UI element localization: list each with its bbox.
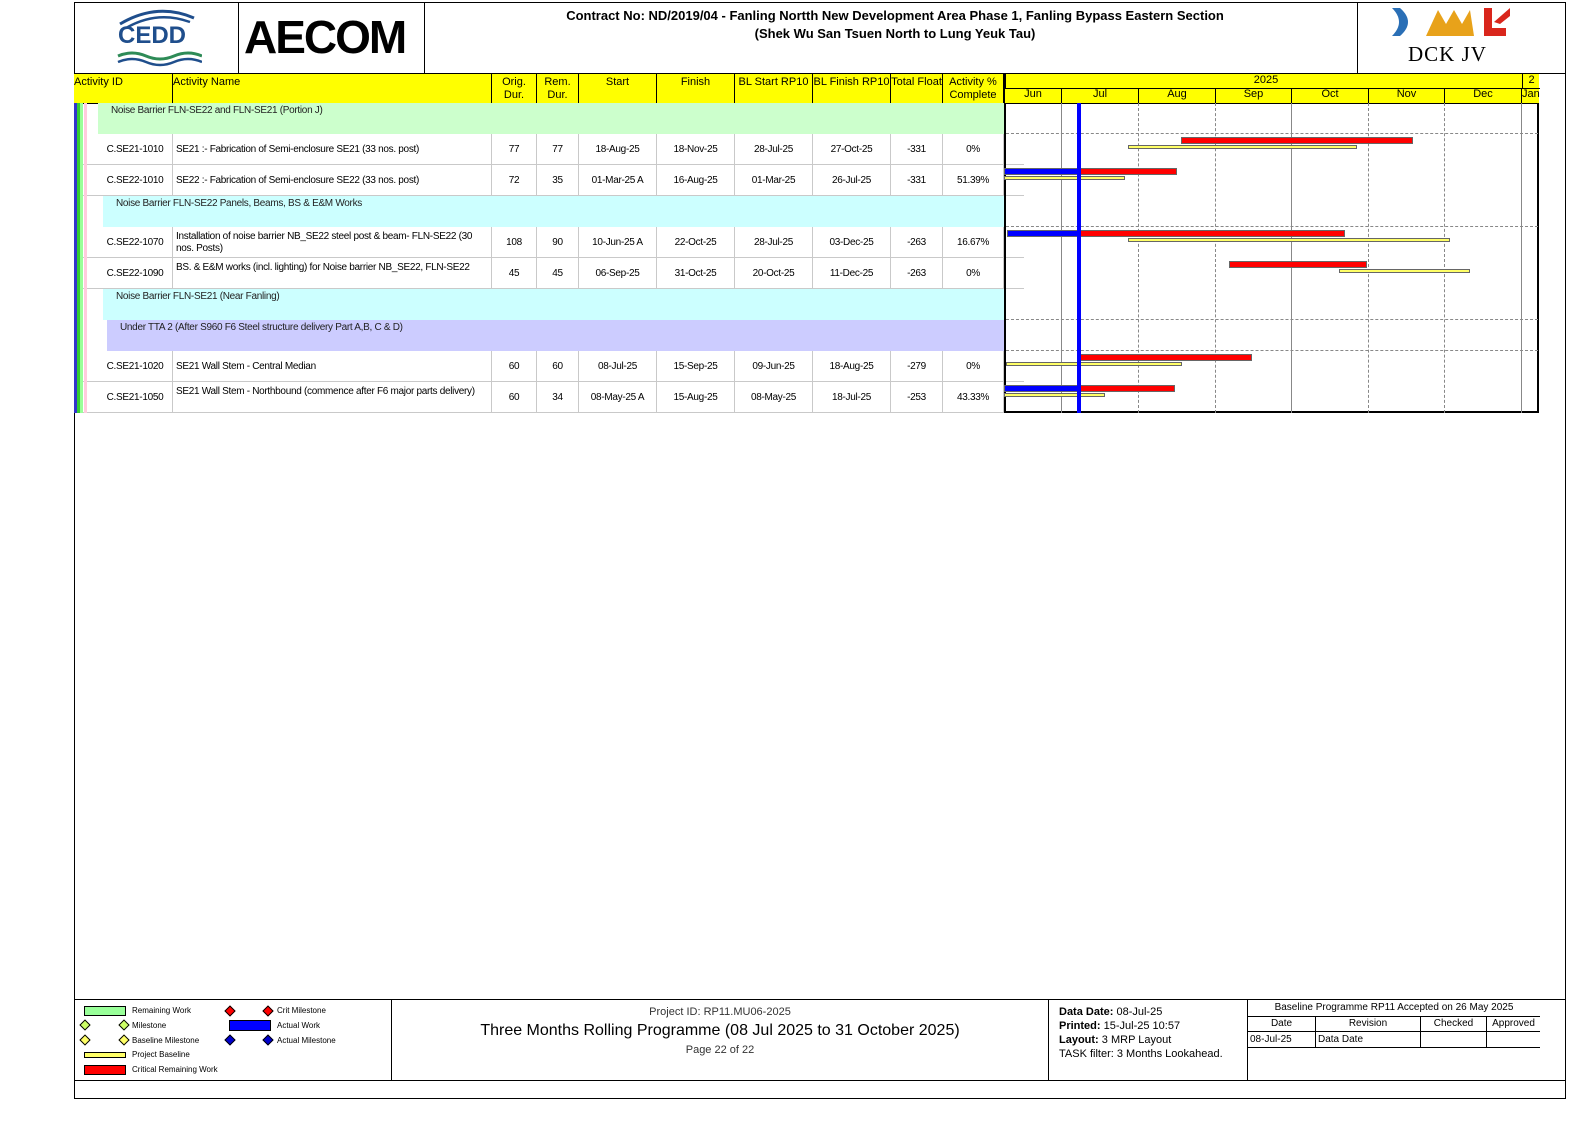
col-finish: Finish xyxy=(657,74,735,103)
legend-baseline-swatch xyxy=(84,1052,126,1058)
revision-line xyxy=(1248,1031,1540,1032)
cell-name: SE21 :- Fabrication of Semi-enclosure SE21 (33 nos. post) xyxy=(173,134,492,165)
legend-critical-swatch xyxy=(84,1065,126,1075)
activity-row xyxy=(74,165,1024,196)
revision-row-revision: Data Date xyxy=(1318,1034,1364,1045)
cell-id: C.SE21-1020 xyxy=(98,351,173,382)
cell-finish: 31-Oct-25 xyxy=(657,258,735,289)
legend-crit-milestone-label: Crit Milestone xyxy=(277,1006,326,1015)
cell-id: C.SE22-1090 xyxy=(98,258,173,289)
footer-title: Three Months Rolling Programme (08 Jul 2025 to 31 October 2025) xyxy=(480,1022,960,1039)
wbs-group-label: Under TTA 2 (After S960 F6 Steel structure delivery Part A,B, C & D) xyxy=(120,322,403,333)
col-start: Start xyxy=(579,74,657,103)
cell-bl-finish: 27-Oct-25 xyxy=(813,134,891,165)
col-orig-dur: Orig. Dur. xyxy=(492,74,537,103)
header-divider xyxy=(238,2,239,74)
cell-bl-start: 08-May-25 xyxy=(735,382,813,413)
outline-bar xyxy=(84,103,87,413)
cell-rem: 35 xyxy=(537,165,579,196)
cell-name: SE21 Wall Stem - Central Median xyxy=(173,351,492,382)
cell-name: SE21 Wall Stem - Northbound (commence after F6 major parts delivery) xyxy=(173,382,492,413)
legend-milestone-label: Milestone xyxy=(132,1021,167,1030)
contract-title: Contract No: ND/2019/04 - Fanling Nortth New Development Area Phase 1, Fanling Bypass Eastern Section xyxy=(566,8,1224,23)
baseline-bar xyxy=(1004,393,1105,397)
cell-id: C.SE22-1070 xyxy=(98,227,173,258)
cell-float: -263 xyxy=(891,258,943,289)
aecom-logo: AECOM xyxy=(244,11,406,63)
footer-divider xyxy=(1048,999,1049,1081)
legend-actual-label: Actual Work xyxy=(277,1021,320,1030)
gantt-group-divider xyxy=(1006,226,1538,227)
printed-label: Printed: xyxy=(1059,1020,1101,1032)
gantt-group-divider xyxy=(1006,133,1538,134)
dck-logo-icon xyxy=(1386,4,1516,40)
cell-pct: 51.39% xyxy=(943,165,1004,196)
cell-bl-start: 20-Oct-25 xyxy=(735,258,813,289)
col-total-float: Total Float xyxy=(891,74,943,103)
revision-line xyxy=(1248,1047,1540,1048)
activity-row xyxy=(74,134,1024,165)
month-oct: Oct xyxy=(1291,88,1368,103)
legend-remaining-swatch xyxy=(84,1006,126,1016)
timeline-year: 2025 xyxy=(1004,74,1526,89)
cell-bl-start: 01-Mar-25 xyxy=(735,165,813,196)
gantt-area xyxy=(1004,103,1539,413)
cedd-logo xyxy=(112,6,202,68)
cell-start: 08-Jul-25 xyxy=(579,351,657,382)
cell-pct: 43.33% xyxy=(943,382,1004,413)
cell-id: C.SE21-1050 xyxy=(98,382,173,413)
wbs-group-row xyxy=(74,320,1024,351)
cell-pct: 0% xyxy=(943,351,1004,382)
actual-work-bar xyxy=(1004,168,1079,175)
wbs-group-row xyxy=(74,103,1024,134)
activity-row xyxy=(74,351,1024,382)
cell-rem: 77 xyxy=(537,134,579,165)
dck-logo-text: DCK JV xyxy=(1408,42,1487,66)
footer-bottom-line xyxy=(74,1080,1566,1081)
cell-rem: 90 xyxy=(537,227,579,258)
timeline-next-year: 2 xyxy=(1522,74,1540,89)
revision-baseline-note: Baseline Programme RP11 Accepted on 26 May 2025 xyxy=(1274,1002,1514,1013)
cell-bl-start: 28-Jul-25 xyxy=(735,227,813,258)
cell-orig: 60 xyxy=(492,351,537,382)
cell-bl-start: 09-Jun-25 xyxy=(735,351,813,382)
cell-float: -279 xyxy=(891,351,943,382)
cell-finish: 15-Sep-25 xyxy=(657,351,735,382)
month-nov: Nov xyxy=(1368,88,1444,103)
cell-rem: 45 xyxy=(537,258,579,289)
cell-float: -331 xyxy=(891,134,943,165)
footer-layout xyxy=(1059,1034,1171,1046)
cell-bl-finish: 26-Jul-25 xyxy=(813,165,891,196)
cell-bl-start: 28-Jul-25 xyxy=(735,134,813,165)
footer-project-id: Project ID: RP11.MU06-2025 xyxy=(649,1006,791,1018)
data-date-line xyxy=(1077,103,1081,413)
gantt-gridline xyxy=(1368,103,1369,413)
footer-data-date xyxy=(1059,1006,1162,1018)
remaining-work-bar xyxy=(1079,168,1177,175)
baseline-bar xyxy=(1128,145,1357,149)
data-date-value: 08-Jul-25 xyxy=(1116,1006,1163,1018)
cell-start: 08-May-25 A xyxy=(579,382,657,413)
remaining-work-bar xyxy=(1181,137,1413,144)
cell-orig: 108 xyxy=(492,227,537,258)
revision-col-revision: Revision xyxy=(1348,1018,1388,1029)
month-jan: Jan xyxy=(1521,88,1539,103)
layout-label: Layout: xyxy=(1059,1034,1099,1046)
legend-actual-swatch xyxy=(229,1020,271,1031)
remaining-work-bar xyxy=(1229,261,1367,268)
col-rem-dur: Rem. Dur. xyxy=(537,74,579,103)
outline-bar xyxy=(80,103,83,413)
dck-logo xyxy=(1386,4,1516,70)
footer-task-filter: TASK filter: 3 Months Lookahead. xyxy=(1059,1048,1223,1060)
month-dec: Dec xyxy=(1444,88,1521,103)
cell-orig: 77 xyxy=(492,134,537,165)
cell-bl-finish: 03-Dec-25 xyxy=(813,227,891,258)
cell-id: C.SE22-1010 xyxy=(98,165,173,196)
baseline-bar xyxy=(1006,362,1182,366)
revision-col-date: Date xyxy=(1270,1018,1293,1029)
cell-id: C.SE21-1010 xyxy=(98,134,173,165)
cell-bl-finish: 11-Dec-25 xyxy=(813,258,891,289)
gantt-group-divider xyxy=(1006,350,1538,351)
col-bl-start: BL Start RP10 xyxy=(735,74,813,103)
activity-row xyxy=(74,227,1024,258)
cell-start: 18-Aug-25 xyxy=(579,134,657,165)
cell-finish: 15-Aug-25 xyxy=(657,382,735,413)
cell-orig: 45 xyxy=(492,258,537,289)
cell-name: BS. & E&M works (incl. lighting) for Noise barrier NB_SE22, FLN-SE22 xyxy=(173,258,492,289)
cell-start: 06-Sep-25 xyxy=(579,258,657,289)
cell-bl-finish: 18-Aug-25 xyxy=(813,351,891,382)
contract-subtitle: (Shek Wu San Tsuen North to Lung Yeuk Tau) xyxy=(754,26,1036,41)
cell-rem: 34 xyxy=(537,382,579,413)
cell-pct: 0% xyxy=(943,134,1004,165)
actual-work-bar xyxy=(1004,385,1079,392)
cell-orig: 72 xyxy=(492,165,537,196)
gantt-group-divider xyxy=(1006,319,1538,320)
cell-pct: 0% xyxy=(943,258,1004,289)
remaining-work-bar xyxy=(1079,230,1345,237)
header-divider xyxy=(424,2,425,74)
cell-float: -263 xyxy=(891,227,943,258)
gantt-gridline xyxy=(1138,103,1139,413)
wbs-group-label: Noise Barrier FLN-SE22 and FLN-SE21 (Portion J) xyxy=(111,105,323,116)
layout-value: 3 MRP Layout xyxy=(1101,1034,1172,1046)
activity-row xyxy=(74,258,1024,289)
gantt-gridline xyxy=(1444,103,1445,413)
printed-value: 15-Jul-25 10:57 xyxy=(1103,1020,1181,1032)
revision-col-approved: Approved xyxy=(1492,1018,1535,1029)
cell-rem: 60 xyxy=(537,351,579,382)
gantt-gridline xyxy=(1061,103,1062,413)
cell-finish: 16-Aug-25 xyxy=(657,165,735,196)
legend-baseline-milestone-label: Baseline Milestone xyxy=(132,1036,200,1045)
cedd-logo-text: CEDD xyxy=(118,22,187,49)
footer-page: Page 22 of 22 xyxy=(685,1044,755,1056)
baseline-bar xyxy=(1339,269,1470,273)
col-bl-finish: BL Finish RP10 xyxy=(813,74,891,103)
wbs-group-row xyxy=(74,196,1024,227)
revision-row-date: 08-Jul-25 xyxy=(1250,1034,1292,1045)
wbs-group-row xyxy=(74,289,1024,320)
baseline-bar xyxy=(1004,176,1125,180)
baseline-bar xyxy=(1128,238,1450,242)
col-pct-complete: Activity % Complete xyxy=(943,74,1004,103)
footer-printed xyxy=(1059,1020,1180,1032)
legend-critical-label: Critical Remaining Work xyxy=(132,1065,218,1074)
cell-name: Installation of noise barrier NB_SE22 steel post & beam- FLN-SE22 (30 nos. Posts) xyxy=(173,227,492,258)
gantt-gridline xyxy=(1291,103,1292,413)
cell-finish: 18-Nov-25 xyxy=(657,134,735,165)
wbs-group-label: Noise Barrier FLN-SE22 Panels, Beams, BS & E&M Works xyxy=(116,198,362,209)
cell-finish: 22-Oct-25 xyxy=(657,227,735,258)
revision-col-checked: Checked xyxy=(1433,1018,1474,1029)
cell-float: -253 xyxy=(891,382,943,413)
month-sep: Sep xyxy=(1215,88,1291,103)
month-jun: Jun xyxy=(1004,88,1061,103)
remaining-work-bar xyxy=(1079,354,1252,361)
revision-line xyxy=(1248,1016,1540,1017)
legend-baseline-label: Project Baseline xyxy=(132,1050,190,1059)
month-jul: Jul xyxy=(1061,88,1138,103)
col-activity-name: Activity Name xyxy=(173,74,492,103)
cell-float: -331 xyxy=(891,165,943,196)
cell-pct: 16.67% xyxy=(943,227,1004,258)
cell-orig: 60 xyxy=(492,382,537,413)
gantt-gridline xyxy=(1215,103,1216,413)
cell-start: 01-Mar-25 A xyxy=(579,165,657,196)
actual-work-bar xyxy=(1007,230,1079,237)
col-activity-id: Activity ID xyxy=(74,74,173,103)
wbs-group-label: Noise Barrier FLN-SE21 (Near Fanling) xyxy=(116,291,280,302)
cell-name: SE22 :- Fabrication of Semi-enclosure SE22 (33 nos. post) xyxy=(173,165,492,196)
month-aug: Aug xyxy=(1138,88,1215,103)
cell-start: 10-Jun-25 A xyxy=(579,227,657,258)
remaining-work-bar xyxy=(1079,385,1175,392)
legend-remaining-label: Remaining Work xyxy=(132,1006,191,1015)
legend-actual-milestone-label: Actual Milestone xyxy=(277,1036,336,1045)
data-date-label: Data Date: xyxy=(1059,1006,1114,1018)
activity-row xyxy=(74,382,1024,413)
cell-bl-finish: 18-Jul-25 xyxy=(813,382,891,413)
footer-top-line xyxy=(74,999,1566,1000)
gantt-gridline xyxy=(1521,103,1522,413)
